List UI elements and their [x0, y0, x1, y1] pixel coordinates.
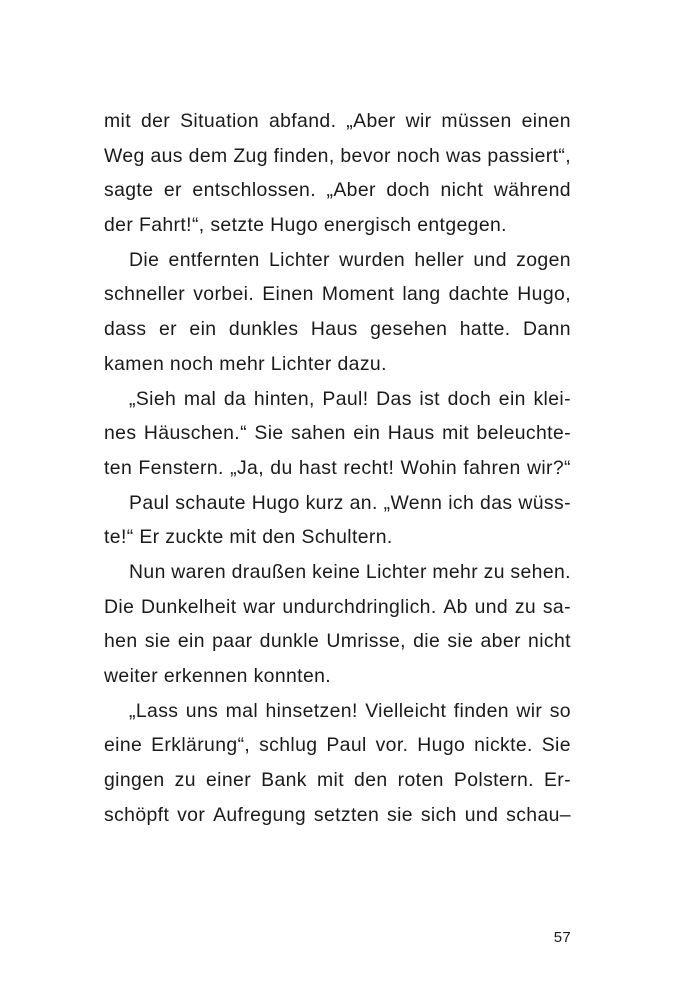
text-word: hen: [104, 630, 138, 653]
text-word: Haus: [310, 318, 358, 341]
text-word: setzten: [313, 803, 380, 826]
text-word: nicht: [528, 630, 571, 653]
text-word: fahren: [463, 456, 521, 479]
text-word: sie: [144, 630, 171, 653]
text-word: abfand.: [268, 110, 337, 132]
text-word: lang: [402, 283, 441, 306]
text-word: hatte.: [459, 318, 511, 341]
text-word: mit: [442, 422, 470, 445]
text-line: [104, 763, 571, 798]
text-word: ein: [353, 422, 381, 445]
text-word: ein: [177, 630, 205, 653]
text-word: Er-: [543, 769, 571, 792]
text-word: Wohin: [400, 456, 458, 479]
body-text-block: [104, 104, 571, 832]
text-word: und: [473, 248, 507, 271]
text-word: und: [474, 595, 509, 618]
text-line: [104, 590, 571, 625]
text-word: Sie: [254, 422, 284, 445]
text-word: Lichter: [365, 560, 427, 583]
text-word: Nun: [129, 560, 166, 583]
text-word: nicht: [440, 179, 484, 202]
text-word: hast: [298, 456, 338, 479]
page-number: 57: [553, 929, 571, 946]
text-word: „Aber: [326, 179, 376, 202]
text-line: [104, 798, 571, 833]
text-line: te!“ Er zuckte mit den Schultern.: [104, 526, 393, 549]
text-word: schaute: [175, 491, 246, 514]
text-word: Sie: [541, 734, 571, 757]
text-word: einer: [205, 769, 252, 792]
text-word: dass: [104, 318, 147, 341]
text-word: Einen: [262, 283, 314, 306]
text-word: gesehen: [370, 318, 448, 341]
text-word: Haus: [387, 422, 435, 445]
text-word: Häuschen.“: [143, 422, 247, 445]
text-word: zu: [514, 595, 537, 618]
text-word: mal: [183, 387, 217, 410]
text-word: entfernten: [168, 248, 260, 271]
text-word: ein: [498, 387, 526, 410]
text-word: was: [445, 144, 482, 167]
text-word: ein: [189, 318, 217, 341]
text-word: zogen: [516, 248, 571, 271]
text-word: zu: [483, 560, 505, 583]
text-word: nickte.: [474, 734, 533, 757]
text-word: wurden: [339, 248, 406, 271]
text-word: Umrisse,: [326, 630, 406, 653]
text-word: Vielleicht: [365, 699, 447, 722]
text-word: Dunkelheit: [140, 595, 237, 618]
text-word: „Sieh: [129, 387, 177, 410]
text-word: ten: [104, 456, 133, 479]
text-word: paar: [212, 630, 253, 653]
text-word: mit: [104, 110, 132, 132]
text-word: schneller: [104, 283, 186, 306]
text-word: hinten,: [253, 387, 315, 410]
text-word: kurz: [305, 491, 344, 514]
text-word: er: [158, 318, 177, 341]
text-word: Hugo: [417, 734, 466, 757]
text-word: müssen: [441, 110, 512, 132]
text-line: weiter erkennen konnten.: [104, 665, 332, 687]
text-line: kamen noch mehr Lichter dazu.: [104, 352, 387, 375]
text-line: [104, 451, 571, 486]
text-word: „Wenn: [383, 491, 443, 514]
text-word: Moment: [321, 283, 395, 306]
text-word: Die: [104, 595, 135, 618]
text-word: Fenstern.: [138, 456, 224, 479]
text-word: war: [243, 595, 276, 618]
text-word: uns: [185, 699, 219, 722]
text-word: dunkles: [228, 318, 299, 341]
text-word: an.: [349, 491, 378, 514]
text-word: Aufregung: [213, 803, 307, 826]
text-line: [104, 312, 571, 347]
text-line: [104, 382, 571, 417]
text-line: [104, 243, 571, 278]
text-word: sehen.: [510, 560, 571, 583]
text-word: Weg: [104, 144, 145, 167]
text-word: hinsetzen!: [265, 699, 358, 722]
text-word: Ab: [443, 595, 468, 618]
text-word: gingen: [104, 769, 165, 792]
text-word: finden,: [273, 144, 335, 167]
text-word: während: [493, 179, 571, 202]
text-word: Die: [129, 248, 160, 271]
text-word: sahen: [291, 422, 346, 445]
text-word: Lichter: [268, 248, 330, 271]
text-word: „Aber: [346, 110, 396, 132]
text-word: der: [140, 110, 171, 132]
text-word: Hugo,: [517, 283, 571, 306]
text-word: draußen: [231, 560, 307, 583]
text-word: Paul: [326, 734, 367, 757]
text-word: wir: [405, 110, 432, 132]
text-word: ich: [448, 491, 475, 514]
text-word: schlug: [259, 734, 318, 757]
text-word: die: [413, 630, 441, 653]
text-word: er: [163, 179, 182, 202]
text-word: Situation: [180, 110, 260, 132]
text-word: ist: [419, 387, 440, 410]
text-line: [104, 104, 571, 139]
text-word: finden: [453, 699, 509, 722]
text-word: Erklärung“,: [151, 734, 251, 757]
text-word: Bank: [261, 769, 307, 792]
text-word: da: [223, 387, 247, 410]
text-word: nes: [104, 422, 137, 445]
text-word: roten: [397, 769, 444, 792]
text-word: waren: [171, 560, 227, 583]
text-word: dem: [188, 144, 228, 167]
text-word: Das: [376, 387, 412, 410]
text-word: klei-: [533, 387, 571, 410]
text-line: [104, 486, 571, 521]
text-word: und: [464, 803, 499, 826]
text-word: mehr: [432, 560, 479, 583]
text-word: keine: [312, 560, 361, 583]
text-word: mit: [316, 769, 344, 792]
text-word: Paul!: [322, 387, 369, 410]
text-word: sie: [387, 803, 413, 826]
text-word: sagte: [104, 179, 154, 202]
text-word: du: [270, 456, 293, 479]
text-line: [104, 728, 571, 763]
text-word: sich: [420, 803, 457, 826]
text-line: [104, 555, 571, 590]
text-line: [104, 139, 571, 174]
text-line: [104, 694, 571, 729]
text-word: Polstern.: [453, 769, 534, 792]
text-line: [104, 624, 571, 659]
text-word: schöpft: [104, 803, 170, 826]
text-word: wir?“: [526, 456, 571, 479]
text-word: doch: [447, 387, 492, 410]
text-word: passiert“,: [487, 144, 571, 167]
text-word: das: [480, 491, 513, 514]
text-word: eine: [104, 734, 143, 757]
text-line: [104, 416, 571, 451]
text-word: wüss-: [518, 491, 571, 514]
text-word: Zug: [233, 144, 268, 167]
text-word: dachte: [448, 283, 510, 306]
text-word: entschlossen.: [192, 179, 317, 202]
text-word: undurchdringlich.: [282, 595, 437, 618]
text-word: Hugo: [251, 491, 300, 514]
text-word: doch: [386, 179, 430, 202]
text-word: zu: [174, 769, 196, 792]
text-word: aber: [480, 630, 521, 653]
text-word: mal: [225, 699, 259, 722]
text-word: sa-: [542, 595, 571, 618]
text-word: schau–: [506, 803, 571, 826]
text-word: bevor: [340, 144, 391, 167]
text-word: so: [549, 699, 571, 722]
text-word: Paul: [129, 491, 170, 514]
text-line: [104, 173, 571, 208]
text-word: den: [354, 769, 388, 792]
text-word: sie: [447, 630, 474, 653]
text-word: beleuchte-: [476, 422, 571, 445]
text-word: recht!: [343, 456, 395, 479]
text-word: vorbei.: [193, 283, 255, 306]
text-word: noch: [396, 144, 441, 167]
text-line: [104, 277, 571, 312]
text-word: vor: [177, 803, 206, 826]
text-word: wir: [516, 699, 543, 722]
text-word: aus: [150, 144, 183, 167]
text-word: einen: [521, 110, 571, 132]
text-line: der Fahrt!“, setzte Hugo energisch entgegen.: [104, 214, 507, 237]
text-word: vor.: [375, 734, 409, 757]
text-word: heller: [414, 248, 465, 271]
text-word: „Ja,: [230, 456, 264, 479]
text-word: „Lass: [129, 699, 179, 722]
text-word: Dann: [523, 318, 571, 341]
text-word: dunkle: [259, 630, 320, 653]
